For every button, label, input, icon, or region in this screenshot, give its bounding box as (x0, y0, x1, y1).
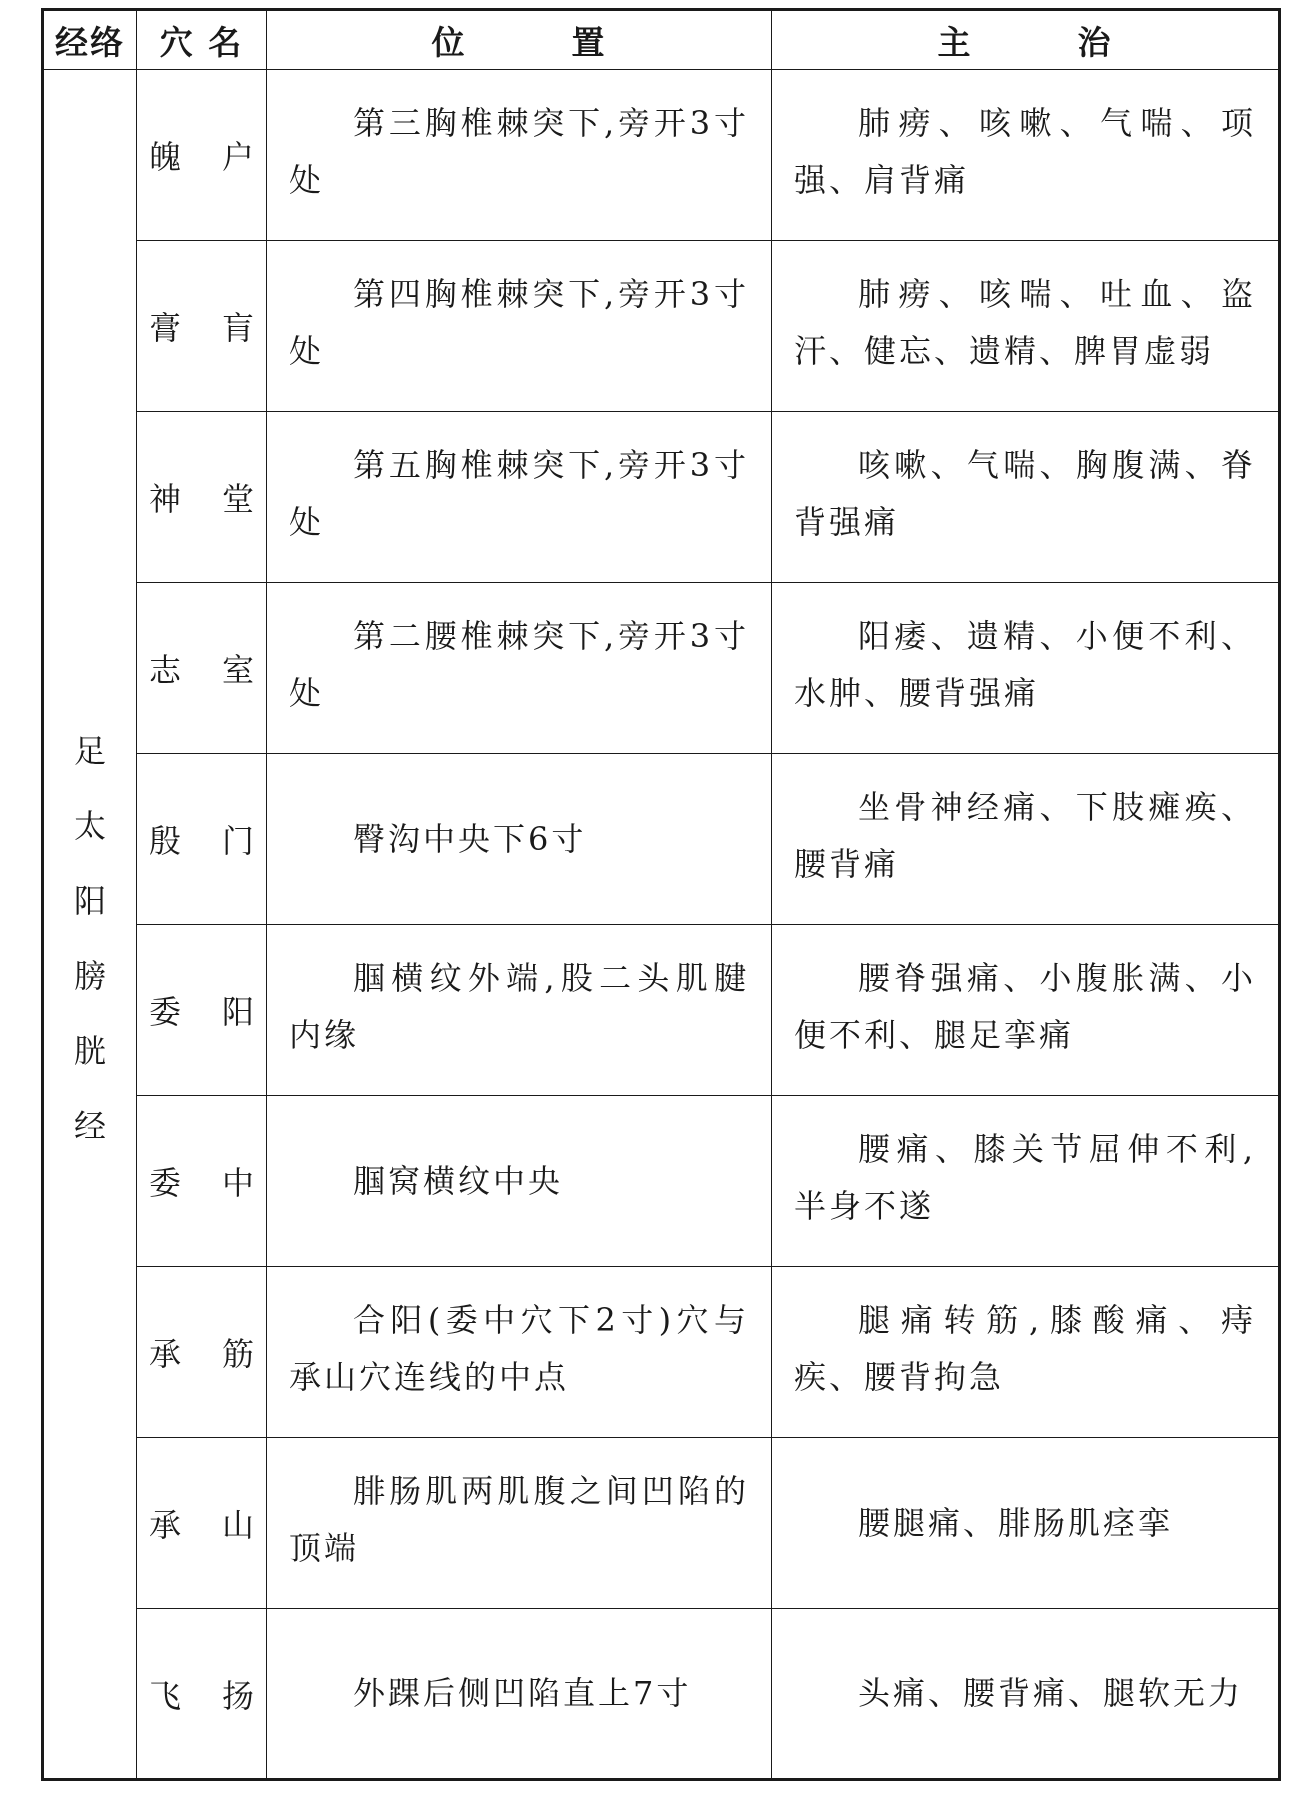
table-row (43, 1267, 1280, 1438)
point-name-char: 阳 (221, 993, 254, 1031)
point-name-cell (137, 1096, 267, 1267)
location-cell: 第三胸椎棘突下,旁开3寸处 (267, 70, 772, 241)
table-row (43, 1609, 1280, 1780)
header-location-label: 位 置 (431, 22, 607, 62)
location-cell: 腘横纹外端,股二头肌腱内缘 (267, 925, 772, 1096)
table-row (43, 1096, 1280, 1267)
header-location (267, 10, 772, 70)
indication-cell: 头痛、腰背痛、腿软无力 (772, 1609, 1280, 1780)
header-meridian: 经络 (43, 10, 137, 70)
point-name-char: 肓 (221, 309, 254, 347)
point-name-cell (137, 412, 267, 583)
header-row (43, 10, 1280, 70)
indication-cell: 肺痨、咳嗽、气喘、项强、肩背痛 (772, 70, 1280, 241)
point-name-cell (137, 754, 267, 925)
point-name-cell (137, 241, 267, 412)
point-name-cell (137, 925, 267, 1096)
indication-cell: 腰脊强痛、小腹胀满、小便不利、腿足挛痛 (772, 925, 1280, 1096)
table-row (43, 70, 1280, 241)
indication-cell: 腿痛转筋,膝酸痛、痔疾、腰背拘急 (772, 1267, 1280, 1438)
acupoint-table (41, 8, 1281, 1781)
point-name-char: 膏 (149, 309, 182, 347)
location-cell: 腘窝横纹中央 (267, 1096, 772, 1267)
point-name-char: 中 (221, 1164, 254, 1202)
table-row (43, 241, 1280, 412)
table-row (43, 1438, 1280, 1609)
meridian-label: 足太阳膀胱经 (73, 732, 106, 1145)
point-name-cell (137, 1267, 267, 1438)
indication-cell: 腰腿痛、腓肠肌痉挛 (772, 1438, 1280, 1609)
point-name-char: 筋 (221, 1335, 254, 1373)
header-indication (772, 10, 1280, 70)
table-row (43, 412, 1280, 583)
point-name-char: 堂 (221, 480, 254, 518)
table-row (43, 925, 1280, 1096)
point-name-char: 魄 (149, 138, 182, 176)
indication-cell: 肺痨、咳喘、吐血、盗汗、健忘、遗精、脾胃虚弱 (772, 241, 1280, 412)
location-cell: 第二腰椎棘突下,旁开3寸处 (267, 583, 772, 754)
table-row (43, 583, 1280, 754)
header-name: 穴 名 (137, 10, 267, 70)
meridian-cell (43, 70, 137, 1780)
point-name-cell (137, 70, 267, 241)
indication-cell: 坐骨神经痛、下肢瘫痪、腰背痛 (772, 754, 1280, 925)
point-name-char: 承 (149, 1335, 182, 1373)
point-name-char: 志 (149, 651, 182, 689)
location-cell: 外踝后侧凹陷直上7寸 (267, 1609, 772, 1780)
point-name-cell (137, 1609, 267, 1780)
point-name-char: 室 (221, 651, 254, 689)
point-name-cell (137, 1438, 267, 1609)
point-name-char: 委 (149, 993, 182, 1031)
point-name-char: 户 (221, 138, 254, 176)
location-cell: 合阳(委中穴下2寸)穴与承山穴连线的中点 (267, 1267, 772, 1438)
point-name-char: 门 (221, 822, 254, 860)
point-name-char: 扬 (221, 1676, 254, 1715)
header-indication-label: 主 治 (937, 22, 1113, 62)
location-cell: 第四胸椎棘突下,旁开3寸处 (267, 241, 772, 412)
point-name-char: 承 (149, 1506, 182, 1544)
table-row (43, 754, 1280, 925)
point-name-char: 神 (149, 480, 182, 518)
location-cell: 腓肠肌两肌腹之间凹陷的顶端 (267, 1438, 772, 1609)
point-name-cell (137, 583, 267, 754)
indication-cell: 咳嗽、气喘、胸腹满、脊背强痛 (772, 412, 1280, 583)
location-cell: 臀沟中央下6寸 (267, 754, 772, 925)
point-name-char: 殷 (149, 822, 182, 860)
indication-cell: 阳痿、遗精、小便不利、水肿、腰背强痛 (772, 583, 1280, 754)
location-cell: 第五胸椎棘突下,旁开3寸处 (267, 412, 772, 583)
point-name-char: 山 (221, 1506, 254, 1544)
point-name-char: 飞 (149, 1676, 182, 1715)
indication-cell: 腰痛、膝关节屈伸不利,半身不遂 (772, 1096, 1280, 1267)
point-name-char: 委 (149, 1164, 182, 1202)
